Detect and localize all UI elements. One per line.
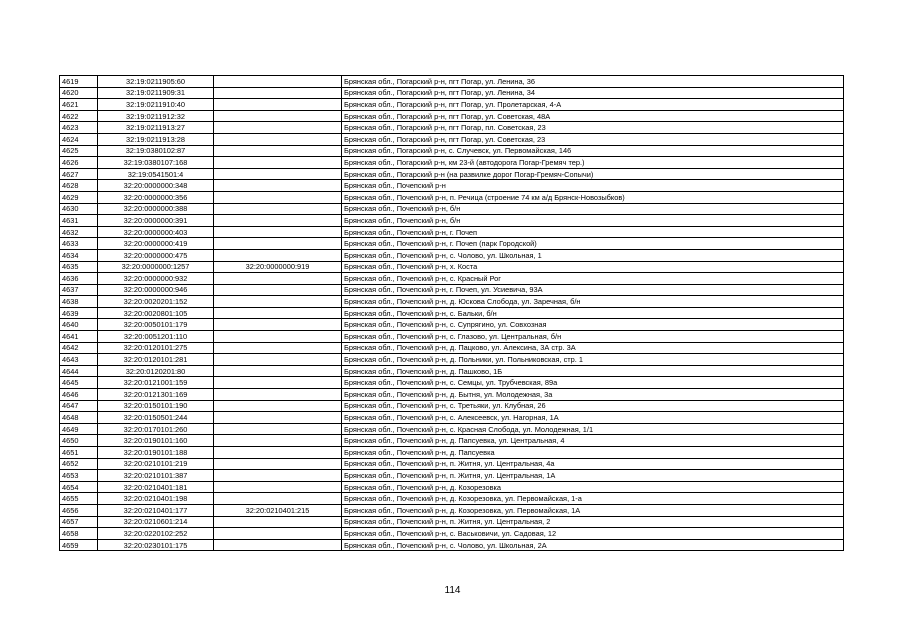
address-cell: Брянская обл., Почепский р-н, д. Бытня, ул. Молодежная, 3а	[342, 389, 844, 401]
address-cell: Брянская обл., Почепский р-н, д. Польники, ул. Польниковская, стр. 1	[342, 354, 844, 366]
cadastral-number-cell: 32:20:0170101:260	[98, 423, 214, 435]
row-number-cell: 4651	[60, 447, 98, 459]
related-cadastral-number-cell	[214, 238, 342, 250]
cadastral-number-cell: 32:20:0000000:946	[98, 284, 214, 296]
row-number-cell: 4622	[60, 110, 98, 122]
cadastral-number-cell: 32:19:0211913:27	[98, 122, 214, 134]
row-number-cell: 4635	[60, 261, 98, 273]
related-cadastral-number-cell	[214, 168, 342, 180]
address-cell: Брянская обл., Погарский р-н, пгт Погар, ул. Советская, 48А	[342, 110, 844, 122]
address-cell: Брянская обл., Почепский р-н, п. Речица (строение 74 км а/д Брянск-Новозыбков)	[342, 191, 844, 203]
related-cadastral-number-cell	[214, 389, 342, 401]
table-row	[60, 493, 844, 505]
cadastral-number-cell: 32:19:0211909:31	[98, 87, 214, 99]
cadastral-number-cell: 32:20:0000000:475	[98, 249, 214, 261]
table-row	[60, 215, 844, 227]
address-cell: Брянская обл., Почепский р-н, г. Почеп	[342, 226, 844, 238]
row-number-cell: 4633	[60, 238, 98, 250]
cadastral-number-cell: 32:20:0020201:152	[98, 296, 214, 308]
related-cadastral-number-cell	[214, 377, 342, 389]
cadastral-number-cell: 32:20:0000000:391	[98, 215, 214, 227]
row-number-cell: 4657	[60, 516, 98, 528]
table-row	[60, 447, 844, 459]
row-number-cell: 4625	[60, 145, 98, 157]
table-row	[60, 145, 844, 157]
row-number-cell: 4623	[60, 122, 98, 134]
address-cell: Брянская обл., Погарский р-н, пгт Погар, ул. Пролетарская, 4-А	[342, 99, 844, 111]
row-number-cell: 4632	[60, 226, 98, 238]
row-number-cell: 4648	[60, 412, 98, 424]
address-cell: Брянская обл., Почепский р-н, г. Почеп, ул. Усиевича, 93А	[342, 284, 844, 296]
address-cell: Брянская обл., Почепский р-н, с. Третьяки, ул. Клубная, 26	[342, 400, 844, 412]
address-cell: Брянская обл., Почепский р-н, г. Почеп (парк Городской)	[342, 238, 844, 250]
related-cadastral-number-cell	[214, 122, 342, 134]
table-row	[60, 296, 844, 308]
cadastral-number-cell: 32:20:0210401:198	[98, 493, 214, 505]
address-cell: Брянская обл., Почепский р-н, п. Житня, ул. Центральная, 2	[342, 516, 844, 528]
row-number-cell: 4645	[60, 377, 98, 389]
row-number-cell: 4655	[60, 493, 98, 505]
address-cell: Брянская обл., Погарский р-н, пгт Погар, ул. Советская, 23	[342, 133, 844, 145]
cadastral-number-cell: 32:20:0051201:110	[98, 331, 214, 343]
row-number-cell: 4656	[60, 504, 98, 516]
table-row	[60, 354, 844, 366]
row-number-cell: 4639	[60, 307, 98, 319]
table-row	[60, 389, 844, 401]
related-cadastral-number-cell	[214, 110, 342, 122]
table-row	[60, 377, 844, 389]
row-number-cell: 4643	[60, 354, 98, 366]
related-cadastral-number-cell	[214, 319, 342, 331]
cadastral-number-cell: 32:20:0120101:281	[98, 354, 214, 366]
table-row	[60, 307, 844, 319]
row-number-cell: 4652	[60, 458, 98, 470]
row-number-cell: 4624	[60, 133, 98, 145]
address-cell: Брянская обл., Почепский р-н, п. Житня, ул. Центральная, 4а	[342, 458, 844, 470]
table-row	[60, 470, 844, 482]
related-cadastral-number-cell	[214, 493, 342, 505]
related-cadastral-number-cell	[214, 307, 342, 319]
row-number-cell: 4631	[60, 215, 98, 227]
address-cell: Брянская обл., Почепский р-н, с. Алексеевск, ул. Нагорная, 1А	[342, 412, 844, 424]
related-cadastral-number-cell	[214, 400, 342, 412]
related-cadastral-number-cell: 32:20:0000000:919	[214, 261, 342, 273]
related-cadastral-number-cell: 32:20:0210401:215	[214, 504, 342, 516]
row-number-cell: 4629	[60, 191, 98, 203]
address-cell: Брянская обл., Погарский р-н, пгт Погар, пл. Советская, 23	[342, 122, 844, 134]
row-number-cell: 4636	[60, 273, 98, 285]
related-cadastral-number-cell	[214, 215, 342, 227]
registry-table-body	[60, 76, 844, 551]
cadastral-number-cell: 32:20:0121001:159	[98, 377, 214, 389]
cadastral-number-cell: 32:20:0190101:160	[98, 435, 214, 447]
related-cadastral-number-cell	[214, 133, 342, 145]
related-cadastral-number-cell	[214, 539, 342, 551]
table-row	[60, 168, 844, 180]
cadastral-number-cell: 32:20:0210401:177	[98, 504, 214, 516]
cadastral-number-cell: 32:20:0000000:1257	[98, 261, 214, 273]
related-cadastral-number-cell	[214, 412, 342, 424]
cadastral-number-cell: 32:20:0150101:190	[98, 400, 214, 412]
row-number-cell: 4649	[60, 423, 98, 435]
cadastral-number-cell: 32:19:0541501:4	[98, 168, 214, 180]
address-cell: Брянская обл., Почепский р-н, д. Папсуевка, ул. Центральная, 4	[342, 435, 844, 447]
address-cell: Брянская обл., Почепский р-н, х. Коста	[342, 261, 844, 273]
related-cadastral-number-cell	[214, 331, 342, 343]
table-row	[60, 122, 844, 134]
table-row	[60, 528, 844, 540]
address-cell: Брянская обл., Почепский р-н, с. Васьковичи, ул. Садовая, 12	[342, 528, 844, 540]
table-row	[60, 423, 844, 435]
address-cell: Брянская обл., Почепский р-н, с. Красная Слобода, ул. Молодежная, 1/1	[342, 423, 844, 435]
address-cell: Брянская обл., Почепский р-н, с. Красный Рог	[342, 273, 844, 285]
cadastral-number-cell: 32:20:0020801:105	[98, 307, 214, 319]
related-cadastral-number-cell	[214, 87, 342, 99]
related-cadastral-number-cell	[214, 157, 342, 169]
table-row	[60, 331, 844, 343]
address-cell: Брянская обл., Погарский р-н, с. Случевск, ул. Первомайская, 146	[342, 145, 844, 157]
cadastral-number-cell: 32:19:0380102:87	[98, 145, 214, 157]
table-row	[60, 238, 844, 250]
table-row	[60, 365, 844, 377]
table-row	[60, 99, 844, 111]
address-cell: Брянская обл., Почепский р-н, с. Бальки, б/н	[342, 307, 844, 319]
related-cadastral-number-cell	[214, 365, 342, 377]
related-cadastral-number-cell	[214, 354, 342, 366]
address-cell: Брянская обл., Почепский р-н, б/н	[342, 203, 844, 215]
cadastral-number-cell: 32:20:0120101:275	[98, 342, 214, 354]
cadastral-number-cell: 32:19:0211912:32	[98, 110, 214, 122]
table-row	[60, 180, 844, 192]
row-number-cell: 4640	[60, 319, 98, 331]
related-cadastral-number-cell	[214, 191, 342, 203]
related-cadastral-number-cell	[214, 528, 342, 540]
cadastral-number-cell: 32:20:0120201:80	[98, 365, 214, 377]
address-cell: Брянская обл., Почепский р-н, д. Пашково, 1Б	[342, 365, 844, 377]
address-cell: Брянская обл., Почепский р-н, с. Супрягино, ул. Совхозная	[342, 319, 844, 331]
related-cadastral-number-cell	[214, 284, 342, 296]
address-cell: Брянская обл., Почепский р-н, д. Козорезовка, ул. Первомайская, 1А	[342, 504, 844, 516]
table-row	[60, 226, 844, 238]
address-cell: Брянская обл., Почепский р-н, б/н	[342, 215, 844, 227]
cadastral-number-cell: 32:19:0211905:60	[98, 76, 214, 88]
related-cadastral-number-cell	[214, 145, 342, 157]
cadastral-number-cell: 32:19:0380107:168	[98, 157, 214, 169]
related-cadastral-number-cell	[214, 342, 342, 354]
address-cell: Брянская обл., Погарский р-н, пгт Погар, ул. Ленина, 34	[342, 87, 844, 99]
row-number-cell: 4638	[60, 296, 98, 308]
row-number-cell: 4627	[60, 168, 98, 180]
row-number-cell: 4658	[60, 528, 98, 540]
table-row	[60, 504, 844, 516]
table-row	[60, 76, 844, 88]
row-number-cell: 4642	[60, 342, 98, 354]
address-cell: Брянская обл., Погарский р-н, пгт Погар, ул. Ленина, 36	[342, 76, 844, 88]
table-row	[60, 87, 844, 99]
table-row	[60, 110, 844, 122]
row-number-cell: 4646	[60, 389, 98, 401]
cadastral-number-cell: 32:20:0210601:214	[98, 516, 214, 528]
row-number-cell: 4653	[60, 470, 98, 482]
address-cell: Брянская обл., Погарский р-н (на развилке дорог Погар-Гремяч-Сопычи)	[342, 168, 844, 180]
row-number-cell: 4659	[60, 539, 98, 551]
table-row	[60, 516, 844, 528]
cadastral-number-cell: 32:19:0211910:40	[98, 99, 214, 111]
table-row	[60, 342, 844, 354]
row-number-cell: 4621	[60, 99, 98, 111]
row-number-cell: 4628	[60, 180, 98, 192]
table-row	[60, 435, 844, 447]
row-number-cell: 4634	[60, 249, 98, 261]
related-cadastral-number-cell	[214, 203, 342, 215]
table-row	[60, 412, 844, 424]
cadastral-number-cell: 32:20:0190101:188	[98, 447, 214, 459]
table-row	[60, 157, 844, 169]
cadastral-number-cell: 32:20:0050101:179	[98, 319, 214, 331]
table-row	[60, 481, 844, 493]
related-cadastral-number-cell	[214, 458, 342, 470]
cadastral-number-cell: 32:20:0000000:419	[98, 238, 214, 250]
row-number-cell: 4647	[60, 400, 98, 412]
address-cell: Брянская обл., Почепский р-н, с. Семцы, ул. Трубчевская, 89а	[342, 377, 844, 389]
related-cadastral-number-cell	[214, 180, 342, 192]
row-number-cell: 4620	[60, 87, 98, 99]
related-cadastral-number-cell	[214, 76, 342, 88]
address-cell: Брянская обл., Почепский р-н	[342, 180, 844, 192]
table-row	[60, 458, 844, 470]
cadastral-number-cell: 32:20:0000000:356	[98, 191, 214, 203]
related-cadastral-number-cell	[214, 99, 342, 111]
cadastral-number-cell: 32:20:0000000:348	[98, 180, 214, 192]
related-cadastral-number-cell	[214, 470, 342, 482]
cadastral-number-cell: 32:20:0210101:387	[98, 470, 214, 482]
table-row	[60, 249, 844, 261]
related-cadastral-number-cell	[214, 273, 342, 285]
row-number-cell: 4626	[60, 157, 98, 169]
address-cell: Брянская обл., Почепский р-н, с. Глазово, ул. Центральная, б/н	[342, 331, 844, 343]
table-row	[60, 133, 844, 145]
related-cadastral-number-cell	[214, 516, 342, 528]
related-cadastral-number-cell	[214, 423, 342, 435]
related-cadastral-number-cell	[214, 435, 342, 447]
row-number-cell: 4654	[60, 481, 98, 493]
row-number-cell: 4619	[60, 76, 98, 88]
related-cadastral-number-cell	[214, 249, 342, 261]
cadastral-number-cell: 32:20:0210101:219	[98, 458, 214, 470]
cadastral-number-cell: 32:20:0230101:175	[98, 539, 214, 551]
row-number-cell: 4641	[60, 331, 98, 343]
cadastral-number-cell: 32:19:0211913:28	[98, 133, 214, 145]
row-number-cell: 4644	[60, 365, 98, 377]
related-cadastral-number-cell	[214, 447, 342, 459]
table-row	[60, 284, 844, 296]
row-number-cell: 4650	[60, 435, 98, 447]
table-row	[60, 203, 844, 215]
address-cell: Брянская обл., Почепский р-н, п. Житня, ул. Центральная, 1А	[342, 470, 844, 482]
related-cadastral-number-cell	[214, 481, 342, 493]
table-row	[60, 319, 844, 331]
table-row	[60, 261, 844, 273]
table-row	[60, 273, 844, 285]
address-cell: Брянская обл., Почепский р-н, с. Чолово, ул. Школьная, 2А	[342, 539, 844, 551]
page-number: 114	[444, 585, 461, 596]
row-number-cell: 4630	[60, 203, 98, 215]
cadastral-number-cell: 32:20:0121301:169	[98, 389, 214, 401]
related-cadastral-number-cell	[214, 226, 342, 238]
row-number-cell: 4637	[60, 284, 98, 296]
address-cell: Брянская обл., Погарский р-н, км 23-й (автодорога Погар-Гремяч тер.)	[342, 157, 844, 169]
table-row	[60, 539, 844, 551]
table-row	[60, 191, 844, 203]
cadastral-number-cell: 32:20:0000000:403	[98, 226, 214, 238]
cadastral-number-cell: 32:20:0000000:388	[98, 203, 214, 215]
cadastral-number-cell: 32:20:0000000:932	[98, 273, 214, 285]
table-row	[60, 400, 844, 412]
cadastral-number-cell: 32:20:0220102:252	[98, 528, 214, 540]
cadastral-number-cell: 32:20:0150501:244	[98, 412, 214, 424]
address-cell: Брянская обл., Почепский р-н, д. Козорезовка, ул. Первомайская, 1-а	[342, 493, 844, 505]
address-cell: Брянская обл., Почепский р-н, д. Юскова Слобода, ул. Заречная, б/н	[342, 296, 844, 308]
address-cell: Брянская обл., Почепский р-н, д. Козорезовка	[342, 481, 844, 493]
address-cell: Брянская обл., Почепский р-н, с. Чолово, ул. Школьная, 1	[342, 249, 844, 261]
address-cell: Брянская обл., Почепский р-н, д. Пацково, ул. Алексина, 3А стр. 3А	[342, 342, 844, 354]
address-cell: Брянская обл., Почепский р-н, д. Папсуевка	[342, 447, 844, 459]
related-cadastral-number-cell	[214, 296, 342, 308]
registry-table	[59, 75, 844, 551]
cadastral-number-cell: 32:20:0210401:181	[98, 481, 214, 493]
